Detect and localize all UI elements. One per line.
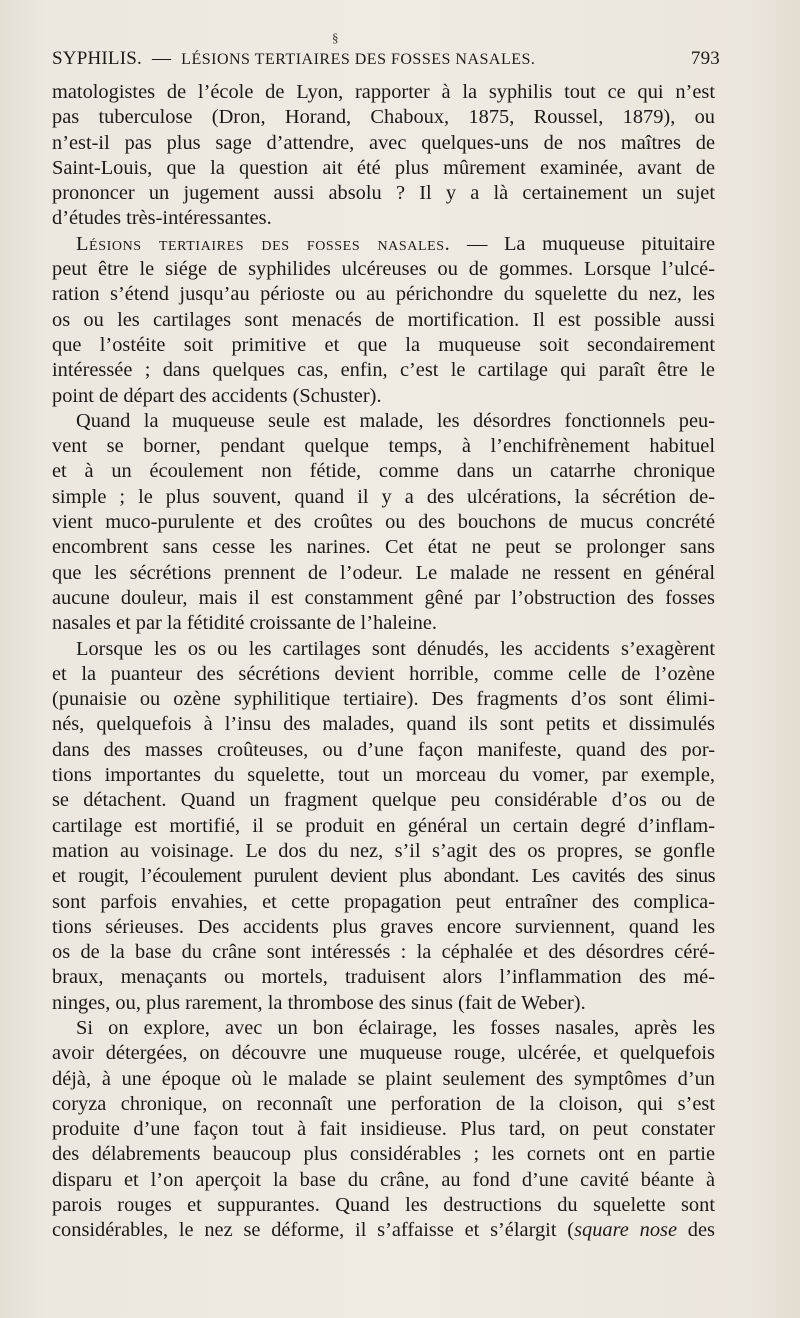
text-line: et rougit, l’écoulement purulent devient plus abondant. Les cavités des sinus xyxy=(52,865,715,888)
text-line: ration s’étend jusqu’au périoste ou au périchondre du squelette du nez, les xyxy=(52,283,715,306)
section-heading: Lésions tertiaires des fosses nasales. xyxy=(76,232,451,255)
text-line: avoir détergées, on découvre une muqueuse rouge, ulcérée, et quelquefois xyxy=(52,1042,715,1065)
text-line: braux, menaçants ou mortels, traduisent alors l’inflammation des mé- xyxy=(52,966,715,989)
final-line-start: considérables, le nez se déforme, il s’affaisse et s’élargit ( xyxy=(52,1219,575,1242)
text-line: intéressée ; dans quelques cas, enfin, c’est le cartilage qui paraît être le xyxy=(52,359,715,382)
paragraph-mucosa xyxy=(52,409,715,637)
text-line: point de départ des accidents (Schuster). xyxy=(52,384,382,407)
text-line: ninges, ou, plus rarement, la thrombose des sinus (fait de Weber). xyxy=(52,991,586,1014)
text-line: dans des masses croûteuses, ou d’une façon manifeste, quand des por- xyxy=(52,738,715,761)
text-line: que l’ostéite soit primitive et que la muqueuse soit secondairement xyxy=(52,333,715,356)
paragraph-bones xyxy=(52,637,715,1016)
text-line: et à un écoulement non fétide, comme dans un catarrhe chronique xyxy=(52,460,715,483)
text-line: peut être le siége de syphilides ulcéreuses ou de gommes. Lorsque l’ulcé- xyxy=(52,258,715,281)
text-line: pas tuberculose (Dron, Horand, Chaboux, 1875, Roussel, 1879), ou xyxy=(52,106,715,129)
header-dash: — xyxy=(151,48,172,69)
paragraph-exploration xyxy=(52,1016,715,1244)
text-line: os ou les cartilages sont menacés de mortification. Il est possible aussi xyxy=(52,308,715,331)
text-line: Quand la muqueuse seule est malade, les désordres fonctionnels peu- xyxy=(76,409,715,432)
text-line: encombrent sans cesse les narines. Cet état ne peut se prolonger sans xyxy=(52,536,715,559)
header-title: SYPHILIS. xyxy=(52,48,142,69)
text-line: nasales et par la fétidité croissante de l’haleine. xyxy=(52,612,437,635)
text-line: sont parfois envahies, et cette propagation peut entraîner des complica- xyxy=(52,890,715,913)
text-line: Si on explore, avec un bon éclairage, les fosses nasales, après les xyxy=(76,1016,715,1039)
text-line xyxy=(52,232,715,257)
text-line xyxy=(52,1218,715,1243)
text-line: os de la base du crâne sont intéressés : la céphalée et des désordres céré- xyxy=(52,941,715,964)
text-line: matologistes de l’école de Lyon, rapporter à la syphilis tout ce qui n’est xyxy=(52,81,715,103)
paragraph-nasal-lesions xyxy=(52,232,715,409)
running-header xyxy=(52,48,720,74)
text-line: n’est-il pas plus sage d’attendre, avec quelques-uns de nos maîtres de xyxy=(52,131,715,154)
text-line: cartilage est mortifié, il se produit en général un certain degré d’inflam- xyxy=(52,814,715,837)
text-line: simple ; le plus souvent, quand il y a des ulcérations, la sécrétion de- xyxy=(52,485,715,508)
text-line: coryza chronique, on reconnaît une perforation de la cloison, qui s’est xyxy=(52,1092,715,1115)
text-line: vent se borner, pendant quelque temps, à l’enchifrènement habituel xyxy=(52,435,715,458)
text-line: des délabrements beaucoup plus considérables ; les cornets ont en partie xyxy=(52,1143,715,1166)
paragraph-continuation xyxy=(52,80,715,232)
text-line: aucune douleur, mais il est constamment gêné par l’obstruction des fosses xyxy=(52,586,715,609)
text-line: mation au voisinage. Le dos du nez, s’il s’agit des os propres, se gonfle xyxy=(52,839,715,862)
text-line: et la puanteur des sécrétions devient horrible, comme celle de l’ozène xyxy=(52,662,715,685)
text-line: nés, quelquefois à l’insu des malades, quand ils sont petits et dissimulés xyxy=(52,713,715,736)
printer-mark: § xyxy=(332,30,339,45)
final-line-end: des xyxy=(677,1219,715,1242)
italic-term: square nose xyxy=(574,1219,678,1242)
text-line: prononcer un jugement aussi absolu ? Il y a là certainement un sujet xyxy=(52,182,715,205)
text-line: produite d’une façon tout à fait insidieuse. Plus tard, on peut constater xyxy=(52,1118,715,1141)
text-line: tions sérieuses. Des accidents plus graves encore surviennent, quand les xyxy=(52,915,715,938)
text-line: disparu et l’on aperçoit la base du crâne, au fond d’une cavité béante à xyxy=(52,1168,715,1191)
text-line: déjà, à une époque où le malade se plaint seulement des symptômes d’un xyxy=(52,1067,715,1090)
text-line: se détachent. Quand un fragment quelque peu considérable d’os ou de xyxy=(52,789,715,812)
text-line: tions importantes du squelette, tout un morceau du vomer, par exemple, xyxy=(52,764,715,787)
text-line: vient muco-purulente et des croûtes ou des bouchons de mucus concrété xyxy=(52,511,715,534)
text-line: que les sécrétions prennent de l’odeur. Le malade ne ressent en général xyxy=(52,561,715,584)
page-number: 793 xyxy=(690,48,720,69)
heading-continuation: — La muqueuse pituitaire xyxy=(450,232,715,255)
text-line: Saint-Louis, que la question ait été plus mûrement examinée, avant de xyxy=(52,156,715,179)
text-line: Lorsque les os ou les cartilages sont dénudés, les accidents s’exagèrent xyxy=(76,637,715,660)
page-body xyxy=(52,80,715,1244)
text-line: parois rouges et suppurantes. Quand les destructions du squelette sont xyxy=(52,1194,715,1217)
text-line: (punaisie ou ozène syphilitique tertiaire). Des fragments d’os sont élimi- xyxy=(52,688,715,711)
text-line: d’études très-intéressantes. xyxy=(52,207,272,230)
header-subtitle: LÉSIONS TERTIAIRES DES FOSSES NASALES. xyxy=(181,51,536,68)
